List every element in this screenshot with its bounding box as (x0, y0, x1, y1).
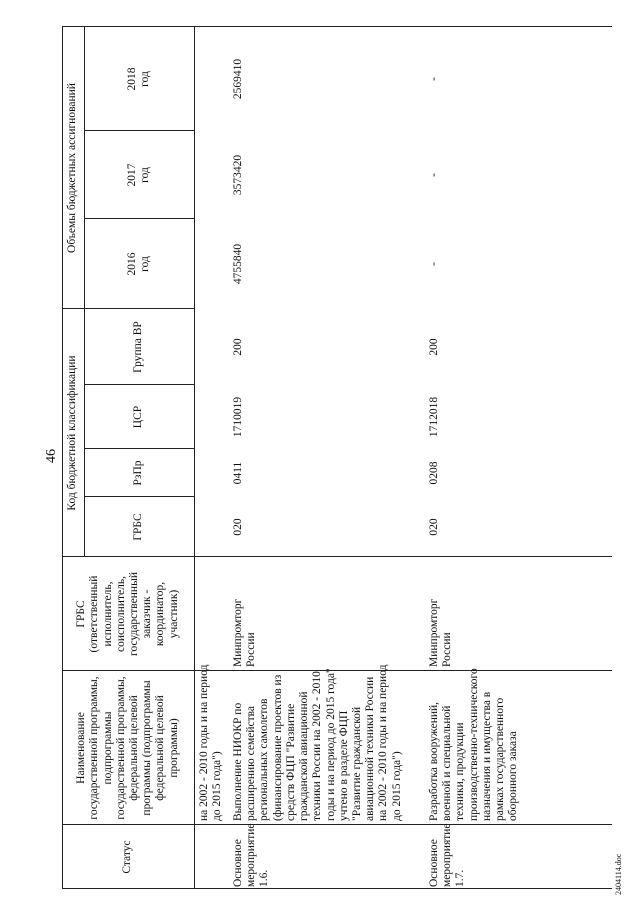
footer-doc-code: 2404114.doc (614, 853, 623, 895)
row-name: Выполнение НИОКР по расширению семейства региональных самолетов (финансирование проектов из средств ФЦП "Развитие гражданской авиационной техники России на 2002 - 2010 годы и на период до 2015 года" учтено в разделе ФЦП "Развитие гражданской авиационной техники России на 2002 - 2010 годы и на период до 2015 года") (232, 664, 403, 821)
continuation-text: на 2002 - 2010 годы и на период до 2015 года") (198, 664, 224, 821)
header-code-grbs: ГРБС (132, 513, 145, 541)
header-bottom-line (194, 26, 195, 889)
row-amount-2018: - (428, 77, 440, 81)
header-grbs: ГРБС (ответственный исполнитель, соисполнитель, государственный заказчик - координатор, участник) (75, 572, 180, 656)
page-number: 46 (44, 449, 59, 463)
row-name: Разработка вооружений, военной и специальной техники, продукции производственно-технического назначения и имущества в рамках государственного оборонного заказа (428, 668, 520, 821)
row-csr: 1710019 (232, 396, 244, 438)
row-amount-2017: - (428, 173, 440, 177)
row-csr: 1712018 (428, 396, 440, 438)
row-rzpr: 0411 (232, 461, 244, 485)
row-amount-2016: 4755840 (232, 243, 244, 285)
row-amount-2017: 3573420 (232, 154, 244, 196)
header-year-2016: 2016 год (125, 252, 151, 276)
row-grbs-code: 020 (232, 518, 244, 536)
header-year-2017: 2017 год (125, 163, 151, 187)
header-code-csr: ЦСР (132, 405, 145, 429)
row-status: Основное мероприятие 1.6. (232, 823, 271, 887)
header-status: Статус (121, 840, 134, 874)
row-status: Основное мероприятие 1.7. (428, 823, 467, 887)
header-name: Наименование государственной программы, подпрограммы государственной программы, федеральной целевой программы (подпрограммы федеральной целевой программы) (75, 676, 180, 820)
header-year-2018: 2018 год (125, 67, 151, 91)
row-vr: 200 (232, 338, 244, 356)
row-amount-2016: - (428, 262, 440, 266)
header-budget-code-group: Код бюджетной классификации (66, 355, 79, 511)
row-grbs-code: 020 (428, 518, 440, 536)
row-grbs: Минпромторг России (428, 598, 454, 667)
row-amount-2018: 2569410 (232, 58, 244, 100)
row-grbs: Минпромторг России (232, 598, 258, 667)
row-vr: 200 (428, 338, 440, 356)
header-allocations-group: Объемы бюджетных ассигнований (66, 83, 79, 253)
header-code-rzpr: РзПр (132, 460, 145, 486)
header-code-vr: Группа ВР (132, 321, 145, 373)
row-rzpr: 0208 (428, 461, 440, 485)
budget-table (62, 25, 612, 889)
